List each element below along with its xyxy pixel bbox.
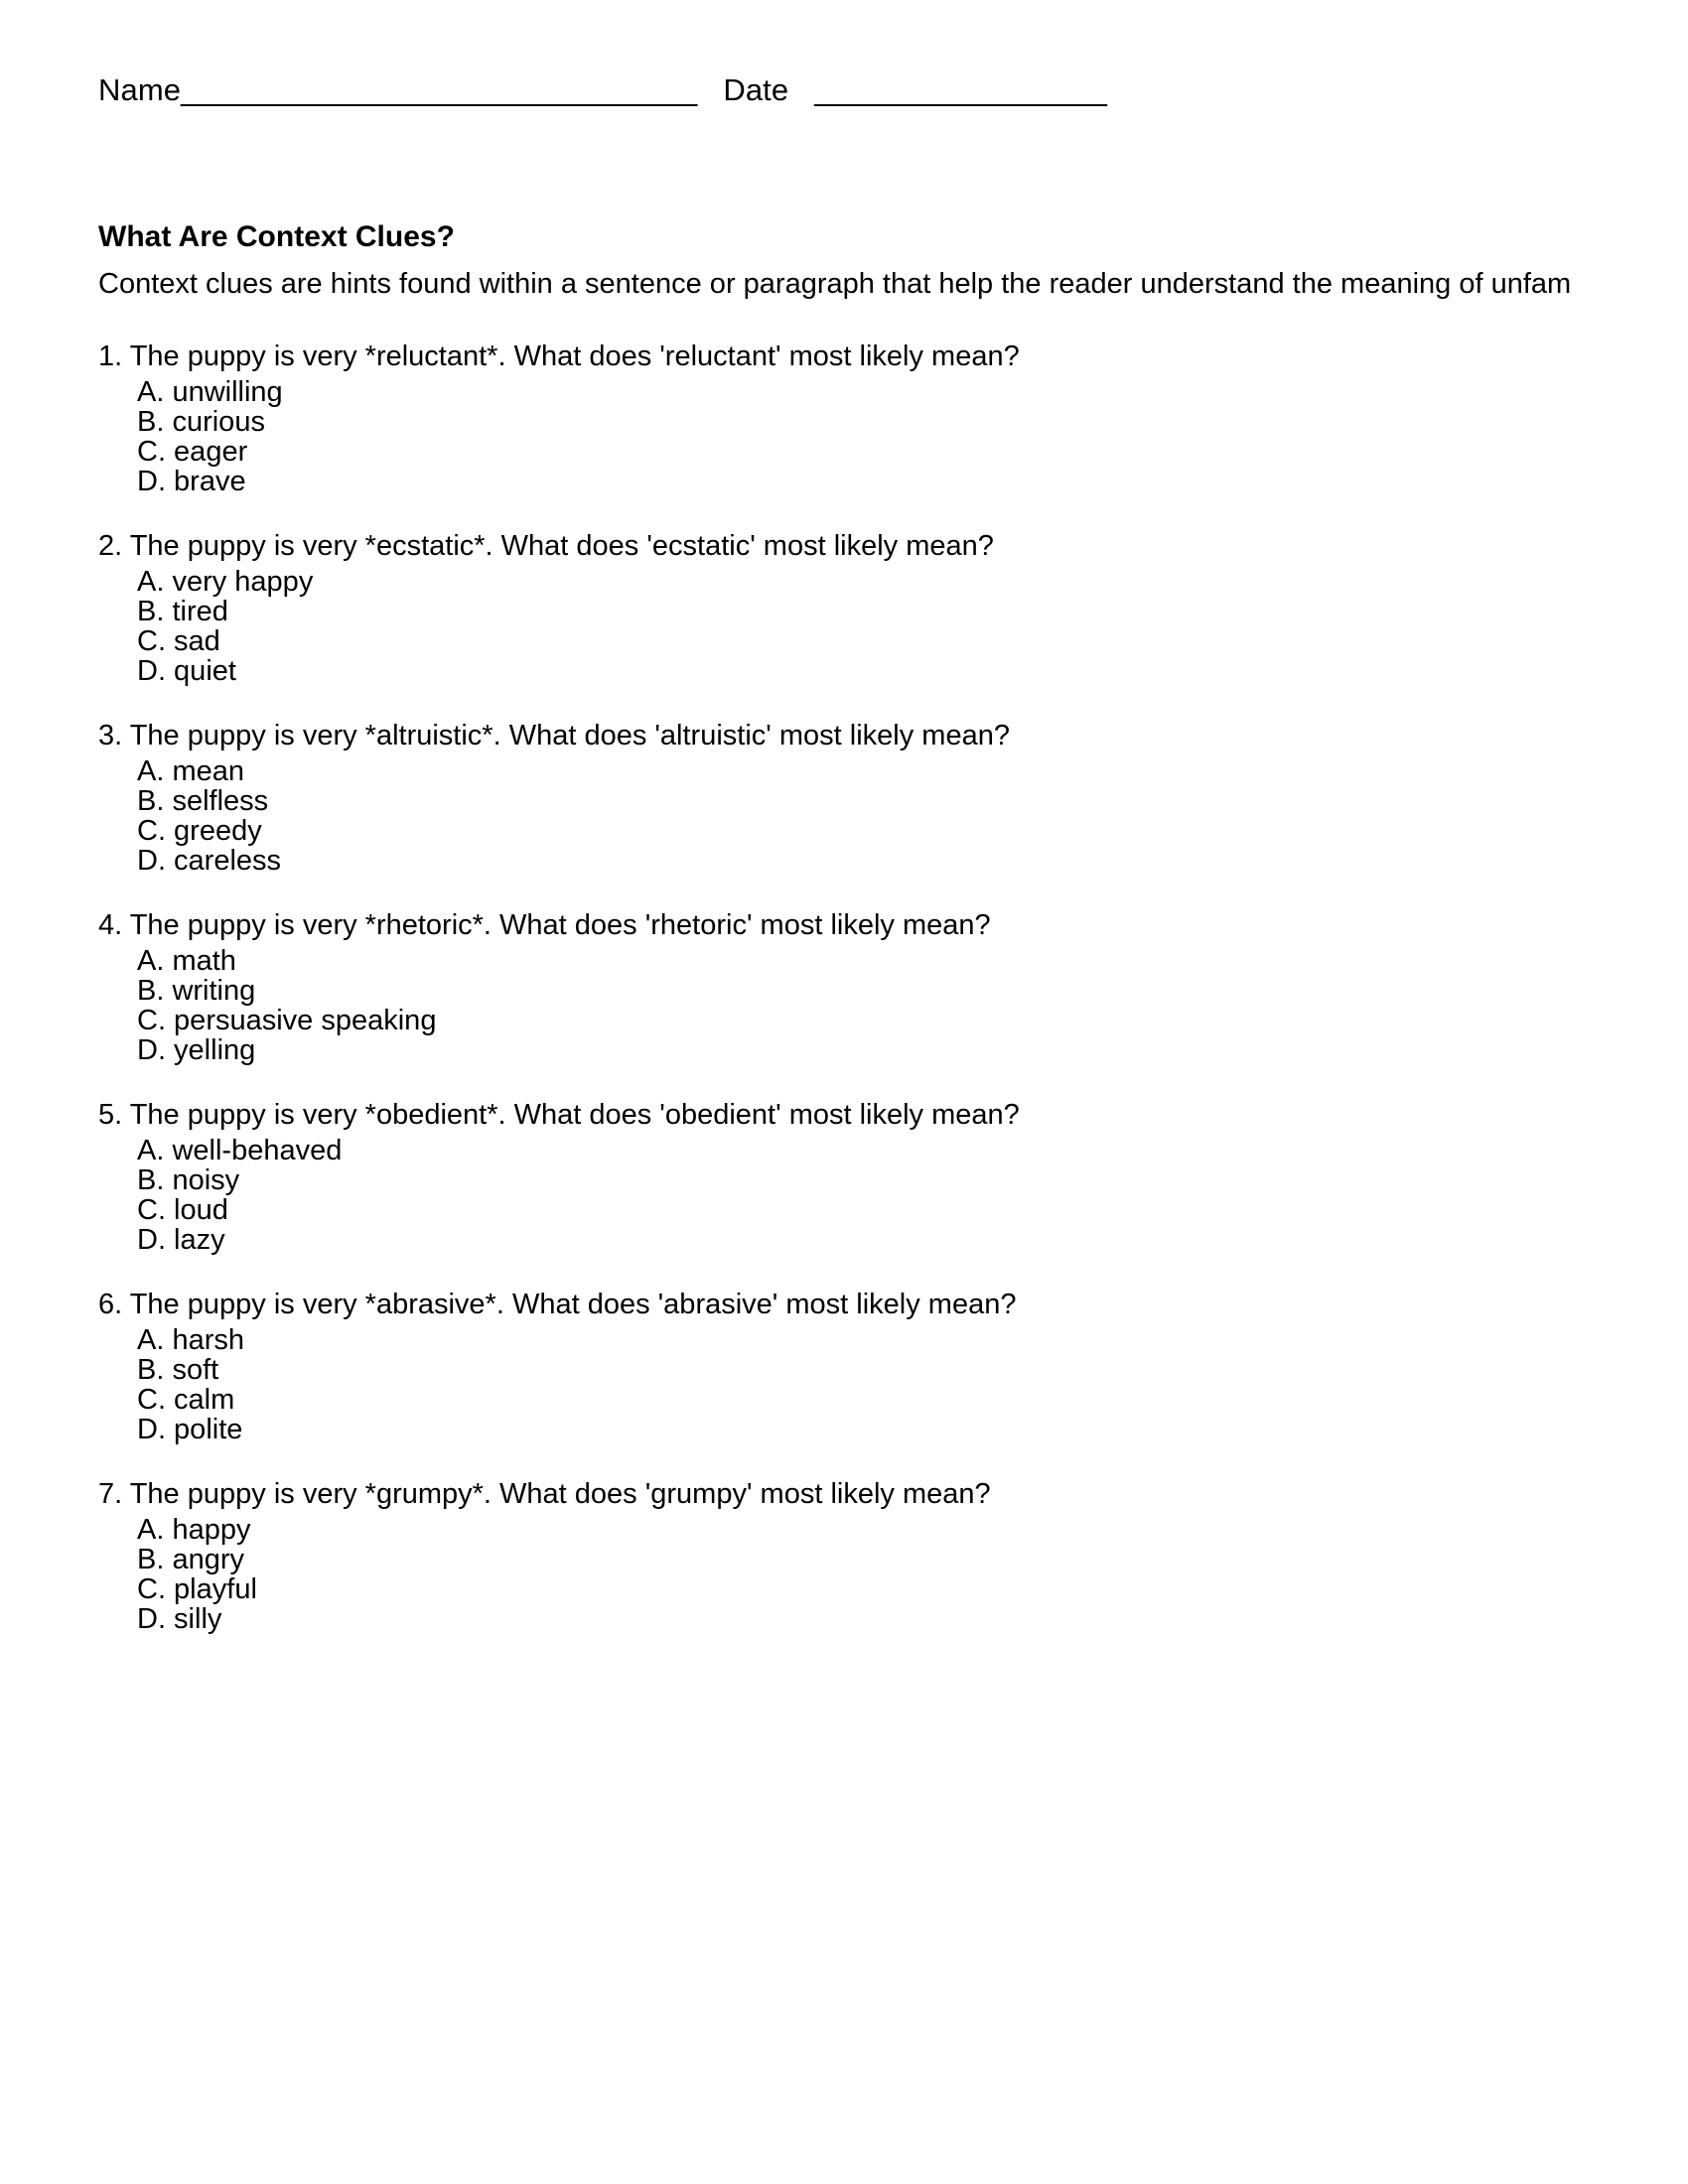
question-block [0,527,1688,686]
page-title: What Are Context Clues? [98,220,455,253]
question-text: 6. The puppy is very *abrasive*. What does 'abrasive' most likely mean? [98,1289,1017,1320]
answer-option[interactable]: C. persuasive speaking [137,1005,437,1036]
question-text: 5. The puppy is very *obedient*. What does 'obedient' most likely mean? [98,1099,1020,1131]
question-block [0,1096,1688,1255]
answer-option-list [0,946,1688,1065]
answer-option[interactable]: A. harsh [137,1324,244,1356]
answer-option-list [0,1325,1688,1444]
intro-paragraph: Context clues are hints found within a sentence or paragraph that help the reader understand the meaning of unfam [98,268,1572,300]
answer-option[interactable]: C. loud [137,1194,228,1226]
answer-option[interactable]: C. playful [137,1573,257,1605]
answer-option[interactable]: C. calm [137,1384,235,1416]
answer-option[interactable]: D. brave [137,466,246,497]
answer-option[interactable]: B. curious [137,406,265,438]
answer-option-list [0,756,1688,876]
question-text: 2. The puppy is very *ecstatic*. What does 'ecstatic' most likely mean? [98,530,994,562]
answer-option[interactable]: A. happy [137,1514,251,1546]
answer-option[interactable]: A. mean [137,755,244,787]
question-block [0,1475,1688,1634]
date-blank-line[interactable]: _________________ [814,72,1108,107]
answer-option[interactable]: B. soft [137,1354,219,1386]
answer-option[interactable]: C. greedy [137,815,262,847]
answer-option[interactable]: B. tired [137,596,228,627]
question-list [0,338,1688,1634]
answer-option[interactable]: A. math [137,945,236,977]
question-block [0,717,1688,876]
name-blank-line[interactable]: ______________________________ [181,72,698,107]
answer-option[interactable]: B. angry [137,1544,244,1575]
question-block [0,338,1688,496]
answer-option-list [0,377,1688,496]
name-date-header [98,71,1107,109]
answer-option-list [0,1136,1688,1255]
answer-option[interactable]: A. very happy [137,566,314,598]
answer-option[interactable]: D. polite [137,1414,243,1445]
answer-option[interactable]: A. well-behaved [137,1135,343,1166]
question-text: 7. The puppy is very *grumpy*. What does 'grumpy' most likely mean? [98,1478,991,1510]
answer-option[interactable]: D. careless [137,845,282,877]
question-block [0,906,1688,1065]
answer-option[interactable]: A. unwilling [137,376,283,408]
answer-option[interactable]: D. quiet [137,655,236,687]
question-text: 4. The puppy is very *rhetoric*. What does 'rhetoric' most likely mean? [98,909,991,941]
answer-option[interactable]: D. lazy [137,1224,225,1256]
answer-option-list [0,1515,1688,1634]
answer-option[interactable]: D. yelling [137,1034,256,1066]
answer-option[interactable]: D. silly [137,1603,222,1635]
date-label: Date [723,72,789,107]
question-text: 1. The puppy is very *reluctant*. What does 'reluctant' most likely mean? [98,341,1020,372]
answer-option[interactable]: B. noisy [137,1164,240,1196]
answer-option[interactable]: B. writing [137,975,256,1007]
answer-option[interactable]: C. sad [137,625,220,657]
answer-option-list [0,567,1688,686]
name-label: Name [98,72,182,107]
question-text: 3. The puppy is very *altruistic*. What does 'altruistic' most likely mean? [98,720,1010,751]
answer-option[interactable]: B. selfless [137,785,269,817]
answer-option[interactable]: C. eager [137,436,248,468]
question-block [0,1286,1688,1444]
